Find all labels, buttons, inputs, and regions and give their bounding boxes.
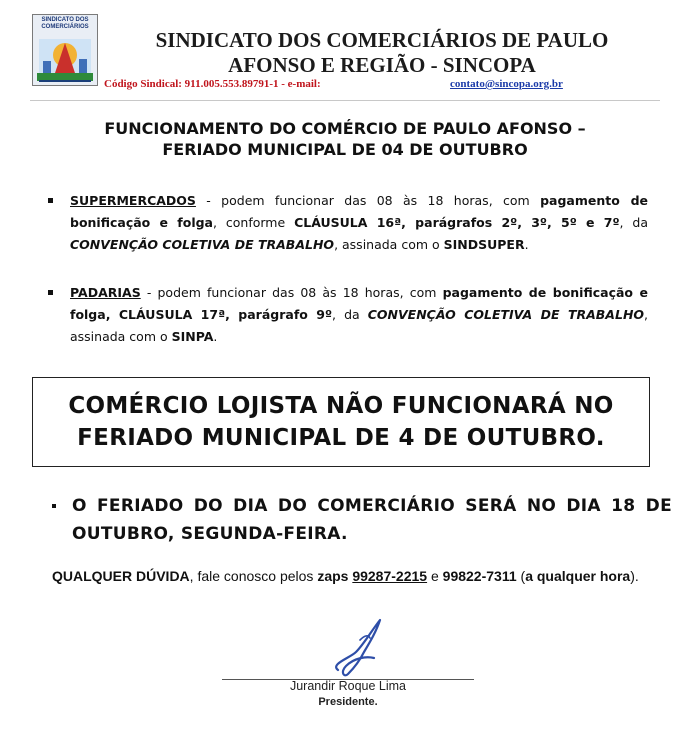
closure-notice-box bbox=[32, 377, 650, 467]
opening-rules-list bbox=[44, 190, 648, 348]
union-code-line bbox=[104, 78, 664, 90]
logo-text: SINDICATO DOS COMERCIÁRIOS bbox=[41, 17, 89, 30]
phone-number-1[interactable]: 99287-2215 bbox=[352, 568, 428, 584]
union-logo bbox=[32, 14, 98, 86]
bakeries-convention: CONVENÇÃO COLETIVA DE TRABALHO bbox=[367, 307, 645, 322]
notice-line1: COMÉRCIO LOJISTA NÃO FUNCIONARÁ NO bbox=[68, 393, 614, 419]
letterhead bbox=[30, 12, 660, 100]
logo-emblem-icon bbox=[33, 15, 97, 85]
bakeries-text: , da bbox=[332, 307, 368, 322]
title-line1: FUNCIONAMENTO DO COMÉRCIO DE PAULO AFONSO – bbox=[104, 119, 586, 138]
signer-name: Jurandir Roque Lima bbox=[289, 679, 407, 693]
bakeries-item bbox=[44, 282, 648, 348]
supermarkets-union: SINDSUPER bbox=[443, 237, 525, 252]
contact-text: , fale conosco pelos bbox=[189, 568, 318, 584]
contact-heading: QUALQUER DÚVIDA bbox=[52, 568, 190, 584]
supermarkets-label: SUPERMERCADOS bbox=[70, 193, 196, 208]
contact-text: e bbox=[427, 568, 443, 584]
contact-hours: a qualquer hora bbox=[525, 568, 631, 584]
commerciario-holiday-note: O FERIADO DO DIA DO COMERCIÁRIO SERÁ NO DIA 18 DE OUTUBRO, SEGUNDA-FEIRA. bbox=[50, 492, 672, 548]
bakeries-text: . bbox=[213, 329, 218, 344]
phone-number-2[interactable]: 99822-7311 bbox=[442, 568, 517, 584]
title-line2: FERIADO MUNICIPAL DE 04 DE OUTUBRO bbox=[162, 140, 528, 159]
contact-text: ). bbox=[630, 568, 639, 584]
bakeries-text: , assinada com o bbox=[70, 307, 649, 344]
contact-text: ( bbox=[516, 568, 526, 584]
supermarkets-text: , da bbox=[619, 215, 648, 230]
org-title-line1: SINDICATO DOS COMERCIÁRIOS DE PAULO bbox=[155, 28, 609, 52]
supermarkets-item bbox=[44, 190, 648, 256]
bakeries-union: SINPA bbox=[171, 329, 214, 344]
bakeries-bonus-clause: pagamento de bonificação e folga, CLÁUSULA 17ª, parágrafo 9º bbox=[70, 285, 648, 322]
supermarkets-text: , assinada com o bbox=[334, 237, 444, 252]
union-code: Código Sindical: 911.005.553.89791-1 - e-mail: bbox=[104, 78, 321, 90]
supermarkets-text: . bbox=[524, 237, 529, 252]
supermarkets-convention: CONVENÇÃO COLETIVA DE TRABALHO bbox=[70, 237, 335, 252]
contact-note bbox=[52, 566, 652, 587]
supermarkets-bonus: pagamento de bonificação e folga bbox=[70, 193, 648, 230]
notice-line2: FERIADO MUNICIPAL DE 4 DE OUTUBRO. bbox=[77, 425, 605, 451]
supermarkets-text: - podem funcionar das 08 às 18 horas, com bbox=[195, 193, 541, 208]
signer-role: Presidente. bbox=[318, 696, 378, 708]
org-title-line2: AFONSO E REGIÃO - SINCOPA bbox=[228, 53, 536, 77]
document-title bbox=[30, 118, 660, 160]
signature-icon bbox=[320, 612, 400, 684]
supermarkets-text: , conforme bbox=[213, 215, 295, 230]
closure-notice bbox=[68, 390, 613, 454]
supermarkets-clause: CLÁUSULA 16ª, parágrafos 2º, 3º, 5º e 7º bbox=[294, 215, 620, 230]
bakeries-text: - podem funcionar das 08 às 18 horas, com bbox=[140, 285, 443, 300]
bakeries-label: PADARIAS bbox=[70, 285, 141, 300]
organization-title bbox=[102, 28, 662, 78]
email-link[interactable]: contato@sincopa.org.br bbox=[450, 78, 563, 90]
contact-zaps: zaps bbox=[317, 568, 349, 584]
header-divider bbox=[30, 100, 660, 101]
